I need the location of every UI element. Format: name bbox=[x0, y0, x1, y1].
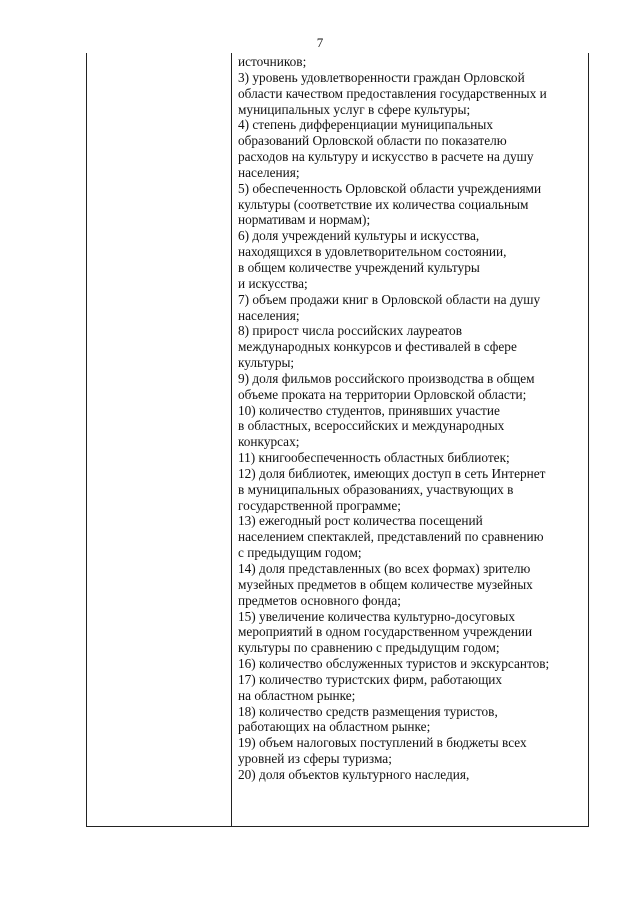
text-line: на областном рынке; bbox=[238, 687, 356, 703]
text-line: музейных предметов в общем количестве музейных bbox=[238, 576, 533, 592]
text-line: культуры (соответствие их количества социальным bbox=[238, 196, 529, 212]
text-line: работающих на областном рынке; bbox=[238, 719, 431, 735]
text-line: источников; bbox=[238, 54, 307, 69]
text-line: государственной программе; bbox=[238, 497, 401, 513]
text-line: 18) количество средств размещения туристов, bbox=[238, 703, 498, 719]
text-line: международных конкурсов и фестивалей в сфере bbox=[238, 339, 517, 355]
text-line: и искусства; bbox=[238, 275, 308, 291]
text-line: 16) количество обслуженных туристов и экскурсантов; bbox=[238, 656, 550, 672]
text-line: 15) увеличение количества культурно-досуговых bbox=[238, 608, 515, 624]
text-line: 17) количество туристских фирм, работающих bbox=[238, 671, 503, 687]
text-line: нормативам и нормам); bbox=[238, 212, 371, 228]
text-line: культуры по сравнению с предыдущим годом; bbox=[238, 640, 500, 656]
text-line: расходов на культуру и искусство в расчете на душу bbox=[238, 149, 534, 165]
text-line: 3) уровень удовлетворенности граждан Орловской bbox=[238, 69, 525, 85]
text-line: культуры; bbox=[238, 355, 295, 371]
indicators-table bbox=[86, 53, 589, 827]
text-line: населения; bbox=[238, 164, 300, 180]
text-line: в областных, всероссийских и международных bbox=[238, 418, 505, 434]
text-line: с предыдущим годом; bbox=[238, 545, 362, 561]
text-line: 20) доля объектов культурного наследия, bbox=[238, 766, 470, 782]
text-line: населением спектаклей, представлений по сравнению bbox=[238, 529, 544, 545]
text-line: объеме проката на территории Орловской области; bbox=[238, 386, 527, 402]
text-line: 5) обеспеченность Орловской области учреждениями bbox=[238, 180, 542, 196]
text-line: 4) степень дифференциации муниципальных bbox=[238, 117, 494, 133]
text-line: 6) доля учреждений культуры и искусства, bbox=[238, 228, 480, 244]
text-line: образований Орловской области по показателю bbox=[238, 133, 507, 149]
text-line: в муниципальных образованиях, участвующих в bbox=[238, 481, 514, 497]
text-line: 12) доля библиотек, имеющих доступ в сеть Интернет bbox=[238, 465, 546, 481]
column-divider bbox=[231, 53, 232, 826]
text-line: муниципальных услуг в сфере культуры; bbox=[238, 101, 471, 117]
indicators-text-column bbox=[238, 54, 590, 783]
text-line: 13) ежегодный рост количества посещений bbox=[238, 513, 483, 529]
text-line: мероприятий в одном государственном учреждении bbox=[238, 624, 533, 640]
text-line: уровней из сферы туризма; bbox=[238, 751, 392, 767]
text-line: области качеством предоставления государственных и bbox=[238, 85, 547, 101]
text-line: 7) объем продажи книг в Орловской области на душу bbox=[238, 291, 541, 307]
text-line: 8) прирост числа российских лауреатов bbox=[238, 323, 462, 339]
text-line: в общем количестве учреждений культуры bbox=[238, 259, 480, 275]
text-line: 19) объем налоговых поступлений в бюджеты всех bbox=[238, 735, 527, 751]
text-line: находящихся в удовлетворительном состоянии, bbox=[238, 244, 507, 260]
text-line: 10) количество студентов, принявших участие bbox=[238, 402, 500, 418]
text-line: населения; bbox=[238, 307, 300, 323]
page-number: 7 bbox=[316, 35, 324, 50]
text-line: 11) книгообеспеченность областных библиотек; bbox=[238, 450, 510, 466]
text-line: конкурсах; bbox=[238, 434, 300, 450]
text-line: 14) доля представленных (во всех формах) зрителю bbox=[238, 561, 531, 576]
text-line: 9) доля фильмов российского производства в общем bbox=[238, 370, 535, 386]
text-line: предметов основного фонда; bbox=[238, 592, 401, 608]
